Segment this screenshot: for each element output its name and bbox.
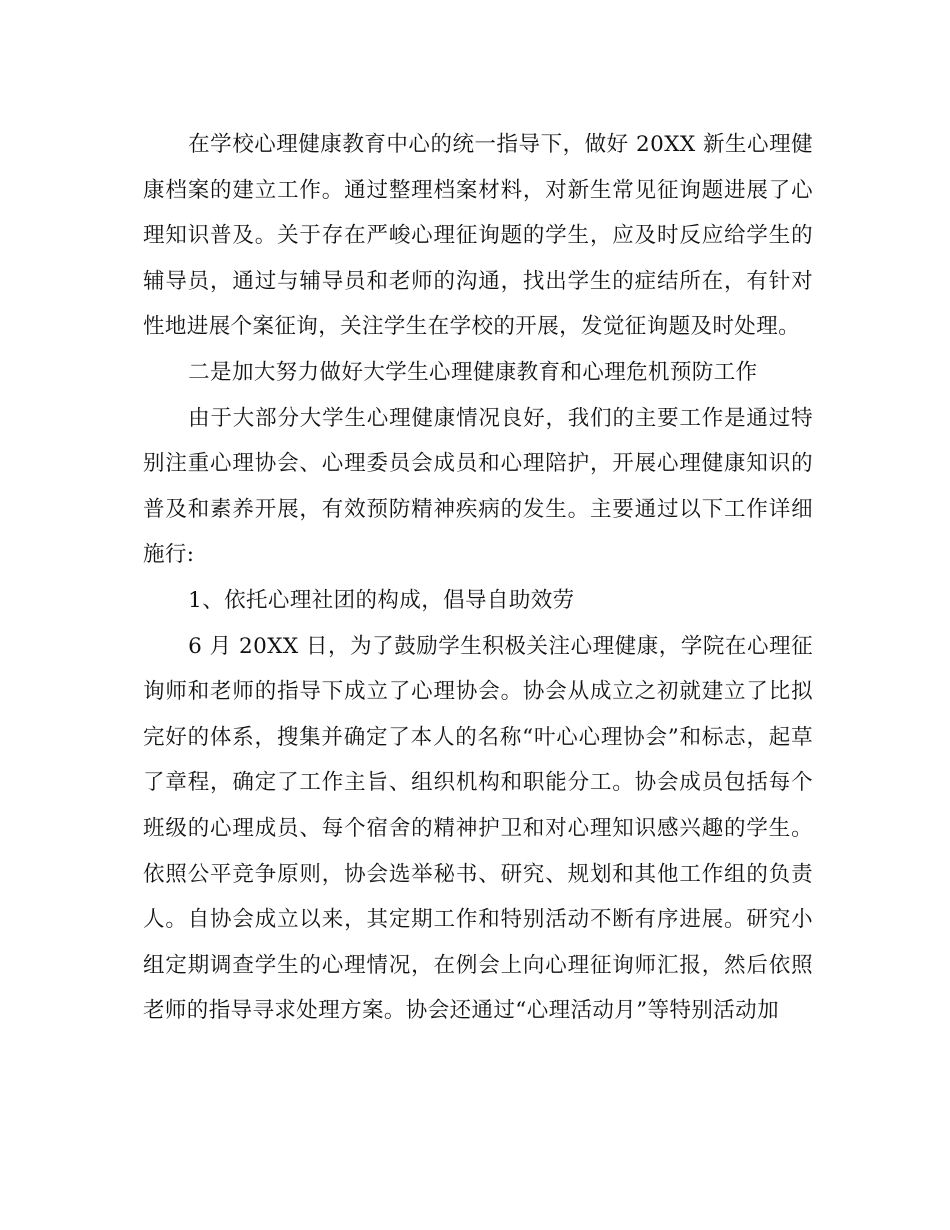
paragraph-heading-crisis-prevention: 二是加大努力做好大学生心理健康教育和心理危机预防工作 — [188, 359, 758, 385]
paragraph-main-work: 由于大部分大学生心理健康情况良好，我们的主要工作是通过特别注重心理协会、心理委员会成员和心理陪护，开展心理健康知识的普及和素养开展，有效预防精神疾病的发生。主要通过以下工作详细施行: — [143, 405, 813, 568]
document-body — [143, 122, 813, 1034]
paragraph-psych-association: 6 月 20XX 日，为了鼓励学生积极关注心理健康，学院在心理征询师和老师的指导下成立了心理协会。协会从成立之初就建立了比拟完好的体系，搜集并确定了本人的名称“叶心心理协会”和标志，起草了章程，确定了工作主旨、组织机构和职能分工。协会成员包括每个班级的心理成员、每个宿舍的精神护卫和对心理知识感兴趣的学生。依照公平竞争原则，协会选举秘书、研究、规划和其他工作组的负责人。自协会成立以来，其定期工作和特别活动不断有序进展。研究小组定期调查学生的心理情况，在例会上向心理征询师汇报，然后依照老师的指导寻求处理方案。协会还通过“心理活动月”等特别活动加 — [143, 633, 813, 1024]
paragraph-freshman-archives: 在学校心理健康教育中心的统一指导下，做好 20XX 新生心理健康档案的建立工作。通过整理档案材料，对新生常见征询题进展了心理知识普及。关于存在严峻心理征询题的学生，应及时反应给学生的辅导员，通过与辅导员和老师的沟通，找出学生的症结所在，有针对性地进展个案征询，关注学生在学校的开展，发觉征询题及时处理。 — [143, 132, 813, 340]
paragraph-heading-psych-club: 1、依托心理社团的构成，倡导自助效劳 — [188, 587, 575, 613]
